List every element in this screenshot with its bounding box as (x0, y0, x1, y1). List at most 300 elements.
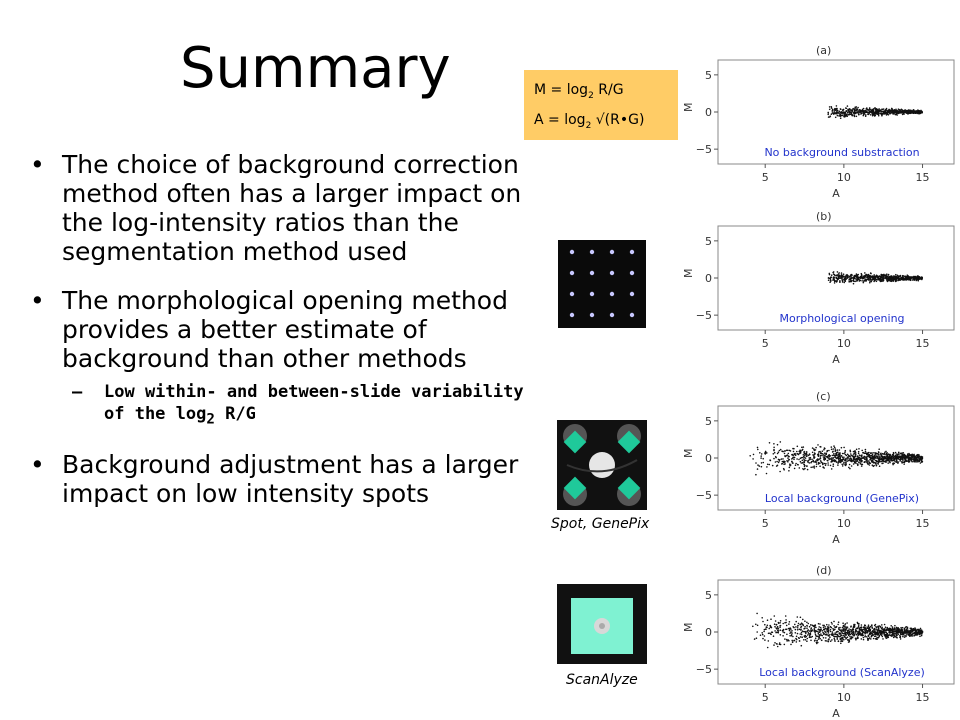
scatter-point (801, 447, 803, 449)
scatter-point (826, 451, 828, 453)
scatter-point (829, 274, 831, 276)
scatter-point (756, 613, 758, 615)
scatter-point (914, 460, 916, 462)
scatter-point (898, 455, 900, 457)
scatter-point (852, 628, 854, 630)
scatter-point (832, 451, 834, 453)
scatter-point (823, 625, 825, 627)
scatter-point (850, 625, 852, 627)
scatter-point (831, 107, 833, 109)
scatter-point (845, 461, 847, 463)
scatter-point (848, 460, 850, 462)
scatter-point (838, 272, 840, 274)
scatter-point (878, 627, 880, 629)
scatter-point (831, 468, 833, 470)
scatter-point (828, 450, 830, 452)
y-axis-label: M (682, 622, 695, 632)
scatter-point (919, 460, 921, 462)
scatter-point (794, 457, 796, 459)
grid-dot (610, 292, 614, 296)
formula-m-prefix: M = log (534, 82, 589, 98)
scatter-point (875, 109, 877, 111)
scatter-point (764, 639, 766, 641)
panel-legend: No background substraction (764, 146, 920, 159)
scatter-point (828, 635, 830, 637)
y-tick-label: 0 (705, 106, 712, 119)
scatter-point (812, 466, 814, 468)
scatter-point (780, 634, 782, 636)
scatter-point (828, 628, 830, 630)
scatter-point (834, 282, 836, 284)
scatter-point (847, 630, 849, 632)
grid-dot (630, 271, 634, 275)
scatter-point (910, 278, 912, 280)
scatter-point (776, 461, 778, 463)
scatter-point (786, 629, 788, 631)
scatter-point (843, 625, 845, 627)
scatter-point (838, 461, 840, 463)
scatter-point (912, 279, 914, 281)
scatter-point (818, 623, 820, 625)
scatter-point (873, 113, 875, 115)
scatter-point (801, 634, 803, 636)
scatter-point (877, 277, 879, 279)
scatter-point (779, 471, 781, 473)
scatter-point (848, 641, 850, 643)
scatter-point (891, 108, 893, 110)
scatter-point (781, 458, 783, 460)
scatter-point (842, 622, 844, 624)
scatter-point (811, 459, 813, 461)
scatter-point (885, 451, 887, 453)
scatter-point (834, 632, 836, 634)
scatter-point (842, 460, 844, 462)
scatter-point (767, 464, 769, 466)
scatter-point (911, 634, 913, 636)
scatter-point (845, 635, 847, 637)
scatter-point (832, 455, 834, 457)
scatter-point (849, 456, 851, 458)
scatter-point (845, 454, 847, 456)
scatter-point (840, 638, 842, 640)
scatter-point (849, 281, 851, 283)
caption-genepix: Spot, GenePix (551, 516, 650, 532)
scatter-point (908, 459, 910, 461)
scatter-point (885, 634, 887, 636)
scatter-point (791, 634, 793, 636)
scatter-point (815, 447, 817, 449)
scatter-point (872, 458, 874, 460)
scatter-point (796, 636, 798, 638)
ma-plots (676, 0, 960, 720)
scatter-point (896, 460, 898, 462)
scatter-point (896, 458, 898, 460)
scatter-point (871, 635, 873, 637)
x-axis-label: A (832, 533, 840, 546)
scatter-point (784, 638, 786, 640)
scatter-point (838, 110, 840, 112)
slide-title: Summary (180, 36, 451, 101)
scatter-point (880, 456, 882, 458)
scatter-point (797, 627, 799, 629)
scatter-point (849, 277, 851, 279)
scatter-point (824, 457, 826, 459)
scatter-point (782, 623, 784, 625)
scatter-points (828, 271, 923, 284)
scatter-point (843, 453, 845, 455)
scatter-point (877, 109, 879, 111)
spot-scanalyze-image (557, 584, 647, 664)
scatter-point (793, 448, 795, 450)
scatter-point (909, 634, 911, 636)
scatter-point (905, 636, 907, 638)
scatter-point (907, 276, 909, 278)
scatter-point (810, 636, 812, 638)
scatter-point (870, 273, 872, 275)
scatter-point (829, 636, 831, 638)
scatter-point (849, 464, 851, 466)
scatter-point (820, 633, 822, 635)
scatter-point (908, 458, 910, 460)
scatter-point (839, 633, 841, 635)
scatter-point (788, 623, 790, 625)
scatter-point (884, 454, 886, 456)
scatter-point (799, 452, 801, 454)
scatter-point (816, 466, 818, 468)
scatter-point (844, 114, 846, 116)
scatter-point (885, 274, 887, 276)
scatter-point (827, 114, 829, 116)
scatter-point (825, 465, 827, 467)
scatter-point (827, 464, 829, 466)
scatter-point (820, 455, 822, 457)
scatter-point (815, 637, 817, 639)
scatter-point (911, 111, 913, 113)
scatter-point (887, 280, 889, 282)
scatter-point (877, 276, 879, 278)
scatter-point (861, 461, 863, 463)
scatter-point (824, 447, 826, 449)
scatter-point (812, 625, 814, 627)
scatter-point (886, 634, 888, 636)
scatter-point (840, 275, 842, 277)
scatter-point (789, 630, 791, 632)
scatter-point (775, 632, 777, 634)
scatter-point (802, 460, 804, 462)
scatter-point (893, 459, 895, 461)
scatter-point (831, 457, 833, 459)
scatter-point (855, 638, 857, 640)
scatter-point (817, 636, 819, 638)
scatter-point (790, 464, 792, 466)
scatter-point (899, 279, 901, 281)
scatter-point (903, 633, 905, 635)
scatter-point (853, 631, 855, 633)
scatter-point (859, 633, 861, 635)
formula-a (534, 112, 644, 131)
scatter-point (883, 108, 885, 110)
scatter-point (806, 466, 808, 468)
scatter-point (833, 453, 835, 455)
scatter-point (878, 109, 880, 111)
scatter-point (883, 111, 885, 113)
scatter-point (915, 461, 917, 463)
scatter-point (779, 450, 781, 452)
scatter-point (876, 632, 878, 634)
scatter-point (803, 451, 805, 453)
y-tick-label: −5 (695, 309, 712, 323)
scatter-point (900, 636, 902, 638)
scatter-point (788, 455, 790, 457)
scatter-point (800, 617, 802, 619)
scatter-point (776, 643, 778, 645)
scatter-point (896, 631, 898, 633)
panel-legend: Local background (GenePix) (764, 492, 920, 505)
scatter-point (829, 455, 831, 457)
scatter-point (871, 281, 873, 283)
scatter-point (831, 461, 833, 463)
scatter-point (861, 634, 863, 636)
scatter-point (808, 623, 810, 625)
scatter-point (799, 629, 801, 631)
scatter-point (895, 109, 897, 111)
scatter-point (858, 453, 860, 455)
scatter-point (842, 635, 844, 637)
scatter-point (919, 458, 921, 460)
scatter-point (831, 449, 833, 451)
x-tick-label: 15 (915, 337, 930, 350)
scatter-point (921, 629, 923, 631)
scatter-point (825, 463, 827, 465)
scatter-point (796, 453, 798, 455)
scatter-point (843, 112, 845, 114)
scatter-point (819, 446, 821, 448)
scatter-point (824, 454, 826, 456)
grid-dot (570, 292, 574, 296)
y-tick-label: 5 (705, 68, 712, 82)
scatter-point (773, 449, 775, 451)
scatter-point (864, 453, 866, 455)
scatter-point (878, 461, 880, 463)
scatter-point (869, 464, 871, 466)
scatter-point (868, 624, 870, 626)
scatter-point (866, 631, 868, 633)
scatter-point (848, 114, 850, 116)
scatter-point (830, 465, 832, 467)
grid-dot (590, 271, 594, 275)
scatter-point (822, 630, 824, 632)
scatter-point (881, 634, 883, 636)
scatter-point (779, 644, 781, 646)
scatter-point (843, 633, 845, 635)
y-axis-label: M (682, 268, 695, 278)
scatter-point (900, 634, 902, 636)
scatter-point (878, 448, 880, 450)
scatter-point (845, 275, 847, 277)
scatter-point (855, 632, 857, 634)
scatter-point (866, 276, 868, 278)
scatter-point (914, 632, 916, 634)
scatter-point (917, 275, 919, 277)
scatter-point (904, 112, 906, 114)
scatter-point (837, 115, 839, 117)
y-tick-label: 0 (705, 452, 712, 465)
scatter-point (872, 627, 874, 629)
scatter-point (872, 634, 874, 636)
scatter-point (851, 277, 853, 279)
scatter-point (869, 111, 871, 113)
scatter-point (913, 113, 915, 115)
panel-id: (d) (816, 564, 832, 577)
scatter-point (917, 634, 919, 636)
scatter-point (833, 445, 835, 447)
scatter-point (769, 464, 771, 466)
scatter-point (846, 622, 848, 624)
scatter-point (820, 627, 822, 629)
scatter-point (916, 456, 918, 458)
scatter-point (836, 458, 838, 460)
scatter-point (893, 278, 895, 280)
scatter-point (870, 630, 872, 632)
scatter-point (896, 634, 898, 636)
scatter-point (814, 625, 816, 627)
scatter-point (868, 274, 870, 276)
scatter-point (876, 461, 878, 463)
scatter-point (911, 455, 913, 457)
scatter-point (903, 461, 905, 463)
scatter-point (800, 629, 802, 631)
scatter-point (769, 632, 771, 634)
scatter-point (894, 112, 896, 114)
scatter-point (878, 633, 880, 635)
scatter-point (819, 465, 821, 467)
scatter-point (782, 630, 784, 632)
scatter-point (844, 282, 846, 284)
scatter-point (824, 452, 826, 454)
scatter-point (885, 113, 887, 115)
scatter-point (856, 111, 858, 113)
scatter-point (829, 116, 831, 118)
scatter-point (861, 638, 863, 640)
grid-dot (590, 292, 594, 296)
scatter-point (821, 455, 823, 457)
scatter-point (803, 458, 805, 460)
scatter-point (897, 111, 899, 113)
formula-m-suffix: R/G (593, 82, 624, 98)
scatter-point (759, 465, 761, 467)
scatter-point (861, 450, 863, 452)
scatter-point (905, 277, 907, 279)
scatter-point (886, 452, 888, 454)
scatter-point (803, 456, 805, 458)
scatter-point (875, 111, 877, 113)
ma-plot-panel (682, 390, 954, 546)
scatter-point (897, 462, 899, 464)
scatter-point (867, 113, 869, 115)
scatter-point (859, 628, 861, 630)
scatter-point (766, 626, 768, 628)
scatter-point (842, 109, 844, 111)
scatter-point (857, 107, 859, 109)
scatter-point (836, 281, 838, 283)
scatter-point (917, 632, 919, 634)
scatter-point (762, 638, 764, 640)
scatter-point (840, 109, 842, 111)
scatter-point (812, 636, 814, 638)
scatter-point (902, 636, 904, 638)
scatter-point (880, 277, 882, 279)
scatter-point (795, 621, 797, 623)
scatter-point (842, 281, 844, 283)
scatter-point (797, 616, 799, 618)
scatter-point (790, 644, 792, 646)
scatter-point (839, 449, 841, 451)
x-axis-label: A (832, 353, 840, 366)
x-tick-label: 5 (761, 691, 769, 704)
scatter-point (854, 110, 856, 112)
scatter-point (812, 452, 814, 454)
scatter-point (782, 461, 784, 463)
scatter-point (861, 280, 863, 282)
scatter-point (851, 459, 853, 461)
scatter-point (797, 464, 799, 466)
scatter-point (851, 630, 853, 632)
panel-id: (c) (816, 390, 831, 403)
scatter-point (919, 633, 921, 635)
scatter-point (864, 272, 866, 274)
scatter-point (912, 455, 914, 457)
scatter-point (809, 626, 811, 628)
scatter-point (848, 628, 850, 630)
scatter-point (760, 457, 762, 459)
scatter-point (838, 276, 840, 278)
scatter-point (833, 455, 835, 457)
scatter-point (880, 626, 882, 628)
scatter-point (773, 447, 775, 449)
scatter-point (856, 109, 858, 111)
scatter-point (815, 460, 817, 462)
scatter-point (878, 115, 880, 117)
scatter-point (829, 109, 831, 111)
scatter-point (788, 459, 790, 461)
scatter-point (872, 456, 874, 458)
scatter-point (873, 452, 875, 454)
scatter-point (883, 629, 885, 631)
scatter-point (757, 625, 759, 627)
scatter-point (867, 628, 869, 630)
scatter-point (802, 449, 804, 451)
scatter-point (902, 275, 904, 277)
scatter-point (767, 625, 769, 627)
scatter-point (834, 456, 836, 458)
scatter-point (767, 647, 769, 649)
scatter-point (827, 456, 829, 458)
scatter-point (847, 636, 849, 638)
scatter-point (858, 631, 860, 633)
scatter-point (903, 463, 905, 465)
scatter-point (832, 458, 834, 460)
scatter-point (839, 629, 841, 631)
scatter-point (909, 277, 911, 279)
scatter-point (828, 279, 830, 281)
scatter-point (831, 623, 833, 625)
scatter-point (863, 629, 865, 631)
scatter-point (857, 455, 859, 457)
scatter-point (815, 634, 817, 636)
scatter-point (833, 635, 835, 637)
scatter-point (900, 110, 902, 112)
scatter-point (784, 644, 786, 646)
